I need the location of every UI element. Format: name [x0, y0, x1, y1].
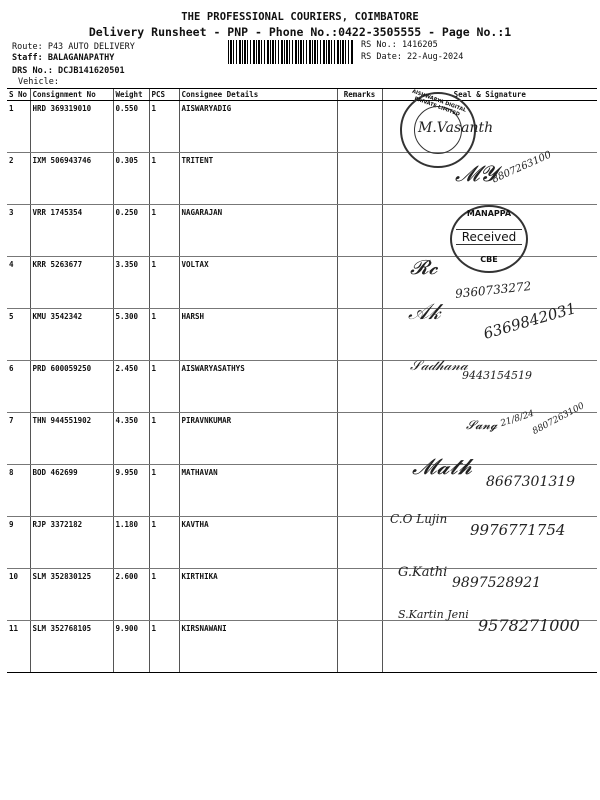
cell-weight: 2.450 [113, 361, 149, 413]
col-consignment: Consignment No [30, 89, 113, 101]
row8-phone: 8667301319 [486, 474, 576, 490]
cell-weight: 1.180 [113, 517, 149, 569]
cell-weight: 2.600 [113, 569, 149, 621]
cell-sno: 4 [7, 257, 30, 309]
cell-consignment: SLM 352830125 [30, 569, 113, 621]
cell-sno: 2 [7, 153, 30, 205]
cell-consignment: KMU 3542342 [30, 309, 113, 361]
cell-remarks [337, 621, 382, 673]
table-row [7, 465, 597, 517]
row11-signature: S.Kartin Jeni [398, 608, 469, 621]
cell-consignee: PIRAVNKUMAR [179, 413, 337, 465]
cell-pcs: 1 [149, 205, 179, 257]
table-header-row [7, 89, 597, 101]
runsheet-subtitle: Delivery Runsheet - PNP - Phone No.:0422-3505555 - Page No.:1 [88, 25, 512, 39]
cell-remarks [337, 101, 382, 153]
cell-weight: 9.950 [113, 465, 149, 517]
row4-phone: 9360733272 [454, 279, 532, 301]
cell-consignee: KIRSNAWANI [179, 621, 337, 673]
cell-sno: 6 [7, 361, 30, 413]
stamp-bottom-text: CBE [480, 255, 498, 264]
cell-consignment: BOD 462699 [30, 465, 113, 517]
stamp-top-text: MANAPPA [466, 209, 512, 218]
company-title: THE PROFESSIONAL COURIERS, COIMBATORE [181, 11, 419, 23]
cell-sno: 3 [7, 205, 30, 257]
cell-remarks [337, 361, 382, 413]
cell-pcs: 1 [149, 465, 179, 517]
vehicle: Vehicle: [18, 77, 59, 87]
cell-weight: 0.550 [113, 101, 149, 153]
cell-pcs: 1 [149, 257, 179, 309]
cell-consignment: VRR 1745354 [30, 205, 113, 257]
cell-consignment: THN 944551902 [30, 413, 113, 465]
cell-sno: 5 [7, 309, 30, 361]
rs-number: RS No.: 1416205 [361, 40, 438, 50]
cell-pcs: 1 [149, 309, 179, 361]
drs-number: DRS No.: DCJB141620501 [12, 66, 125, 76]
rs-date: RS Date: 22-Aug-2024 [361, 52, 464, 62]
cell-sno: 1 [7, 101, 30, 153]
stamp-received-text: Received [456, 229, 522, 245]
row6-phone: 9443154519 [462, 369, 532, 382]
cell-remarks [337, 309, 382, 361]
row7-phone: 8807263100 [531, 401, 587, 437]
cell-weight: 4.350 [113, 413, 149, 465]
cell-consignment: RJP 3372182 [30, 517, 113, 569]
staff: Staff: BALAGANAPATHY [12, 53, 115, 63]
row8-signature-scribble: 𝓜𝓪𝓽𝓱 [412, 455, 473, 480]
cell-sno: 9 [7, 517, 30, 569]
cell-remarks [337, 257, 382, 309]
cell-consignment: SLM 352768105 [30, 621, 113, 673]
row9-signature: C.O Lujin [390, 512, 448, 526]
cell-pcs: 1 [149, 569, 179, 621]
cell-weight: 0.250 [113, 205, 149, 257]
cell-pcs: 1 [149, 153, 179, 205]
cell-remarks [337, 569, 382, 621]
cell-weight: 5.300 [113, 309, 149, 361]
col-weight: Weight [113, 89, 149, 101]
seal-text: AISHWARYA DIGITAL PRIVATE LIMITED [411, 88, 467, 118]
cell-remarks [337, 465, 382, 517]
cell-pcs: 1 [149, 621, 179, 673]
cell-consignee: TRITENT [179, 153, 337, 205]
row2-phone: 8807263100 [490, 149, 554, 186]
row11-phone: 9578271000 [478, 616, 580, 635]
cell-weight: 3.350 [113, 257, 149, 309]
cell-weight: 0.305 [113, 153, 149, 205]
cell-consignee: KAVTHA [179, 517, 337, 569]
col-pcs: PCS [149, 89, 179, 101]
row6-signature-scribble: 𝒮𝒶𝒹𝒽𝒶𝓃𝒶 [410, 358, 468, 374]
col-consignee: Consignee Details [179, 89, 337, 101]
cell-consignment: PRD 600059250 [30, 361, 113, 413]
cell-consignee: AISWARYADIG [179, 101, 337, 153]
row1-signature: M.Vasanth [418, 120, 494, 136]
row5-phone: 6369842031 [481, 299, 579, 343]
cell-consignment: HRD 369319010 [30, 101, 113, 153]
table-row [7, 101, 597, 153]
col-sno: S No [7, 89, 30, 101]
cell-sno: 8 [7, 465, 30, 517]
row7-signature-scribble: 𝓢𝓪𝓷𝓰 [466, 418, 498, 432]
cell-consignment: IXM 506943746 [30, 153, 113, 205]
cell-consignee: AISWARYASATHYS [179, 361, 337, 413]
barcode [228, 40, 354, 64]
col-remarks: Remarks [337, 89, 382, 101]
route: Route: P43 AUTO DELIVERY [12, 42, 135, 52]
cell-sno: 7 [7, 413, 30, 465]
cell-consignee: HARSH [179, 309, 337, 361]
cell-remarks [337, 205, 382, 257]
row10-signature: G.Kathi [398, 565, 448, 580]
cell-pcs: 1 [149, 413, 179, 465]
row2-signature-scribble: 𝓜𝓨 [455, 162, 497, 187]
row7-date: 21/8/24 [499, 408, 536, 430]
col-seal-signature: Seal & Signature [382, 89, 597, 101]
cell-consignee: NAGARAJAN [179, 205, 337, 257]
cell-remarks [337, 153, 382, 205]
row5-signature-scribble: 𝒜𝓀 [408, 300, 441, 325]
cell-pcs: 1 [149, 101, 179, 153]
cell-sno: 10 [7, 569, 30, 621]
cell-pcs: 1 [149, 517, 179, 569]
cell-consignee: KIRTHIKA [179, 569, 337, 621]
cell-pcs: 1 [149, 361, 179, 413]
row4-signature-scribble: 𝓡𝓬 [410, 255, 438, 279]
received-stamp [450, 205, 528, 273]
cell-consignee: MATHAVAN [179, 465, 337, 517]
row10-phone: 9897528921 [452, 575, 542, 591]
cell-consignee: VOLTAX [179, 257, 337, 309]
cell-sno: 11 [7, 621, 30, 673]
cell-weight: 9.900 [113, 621, 149, 673]
cell-remarks [337, 517, 382, 569]
row9-phone: 9976771754 [470, 521, 566, 539]
cell-consignment: KRR 5263677 [30, 257, 113, 309]
cell-remarks [337, 413, 382, 465]
